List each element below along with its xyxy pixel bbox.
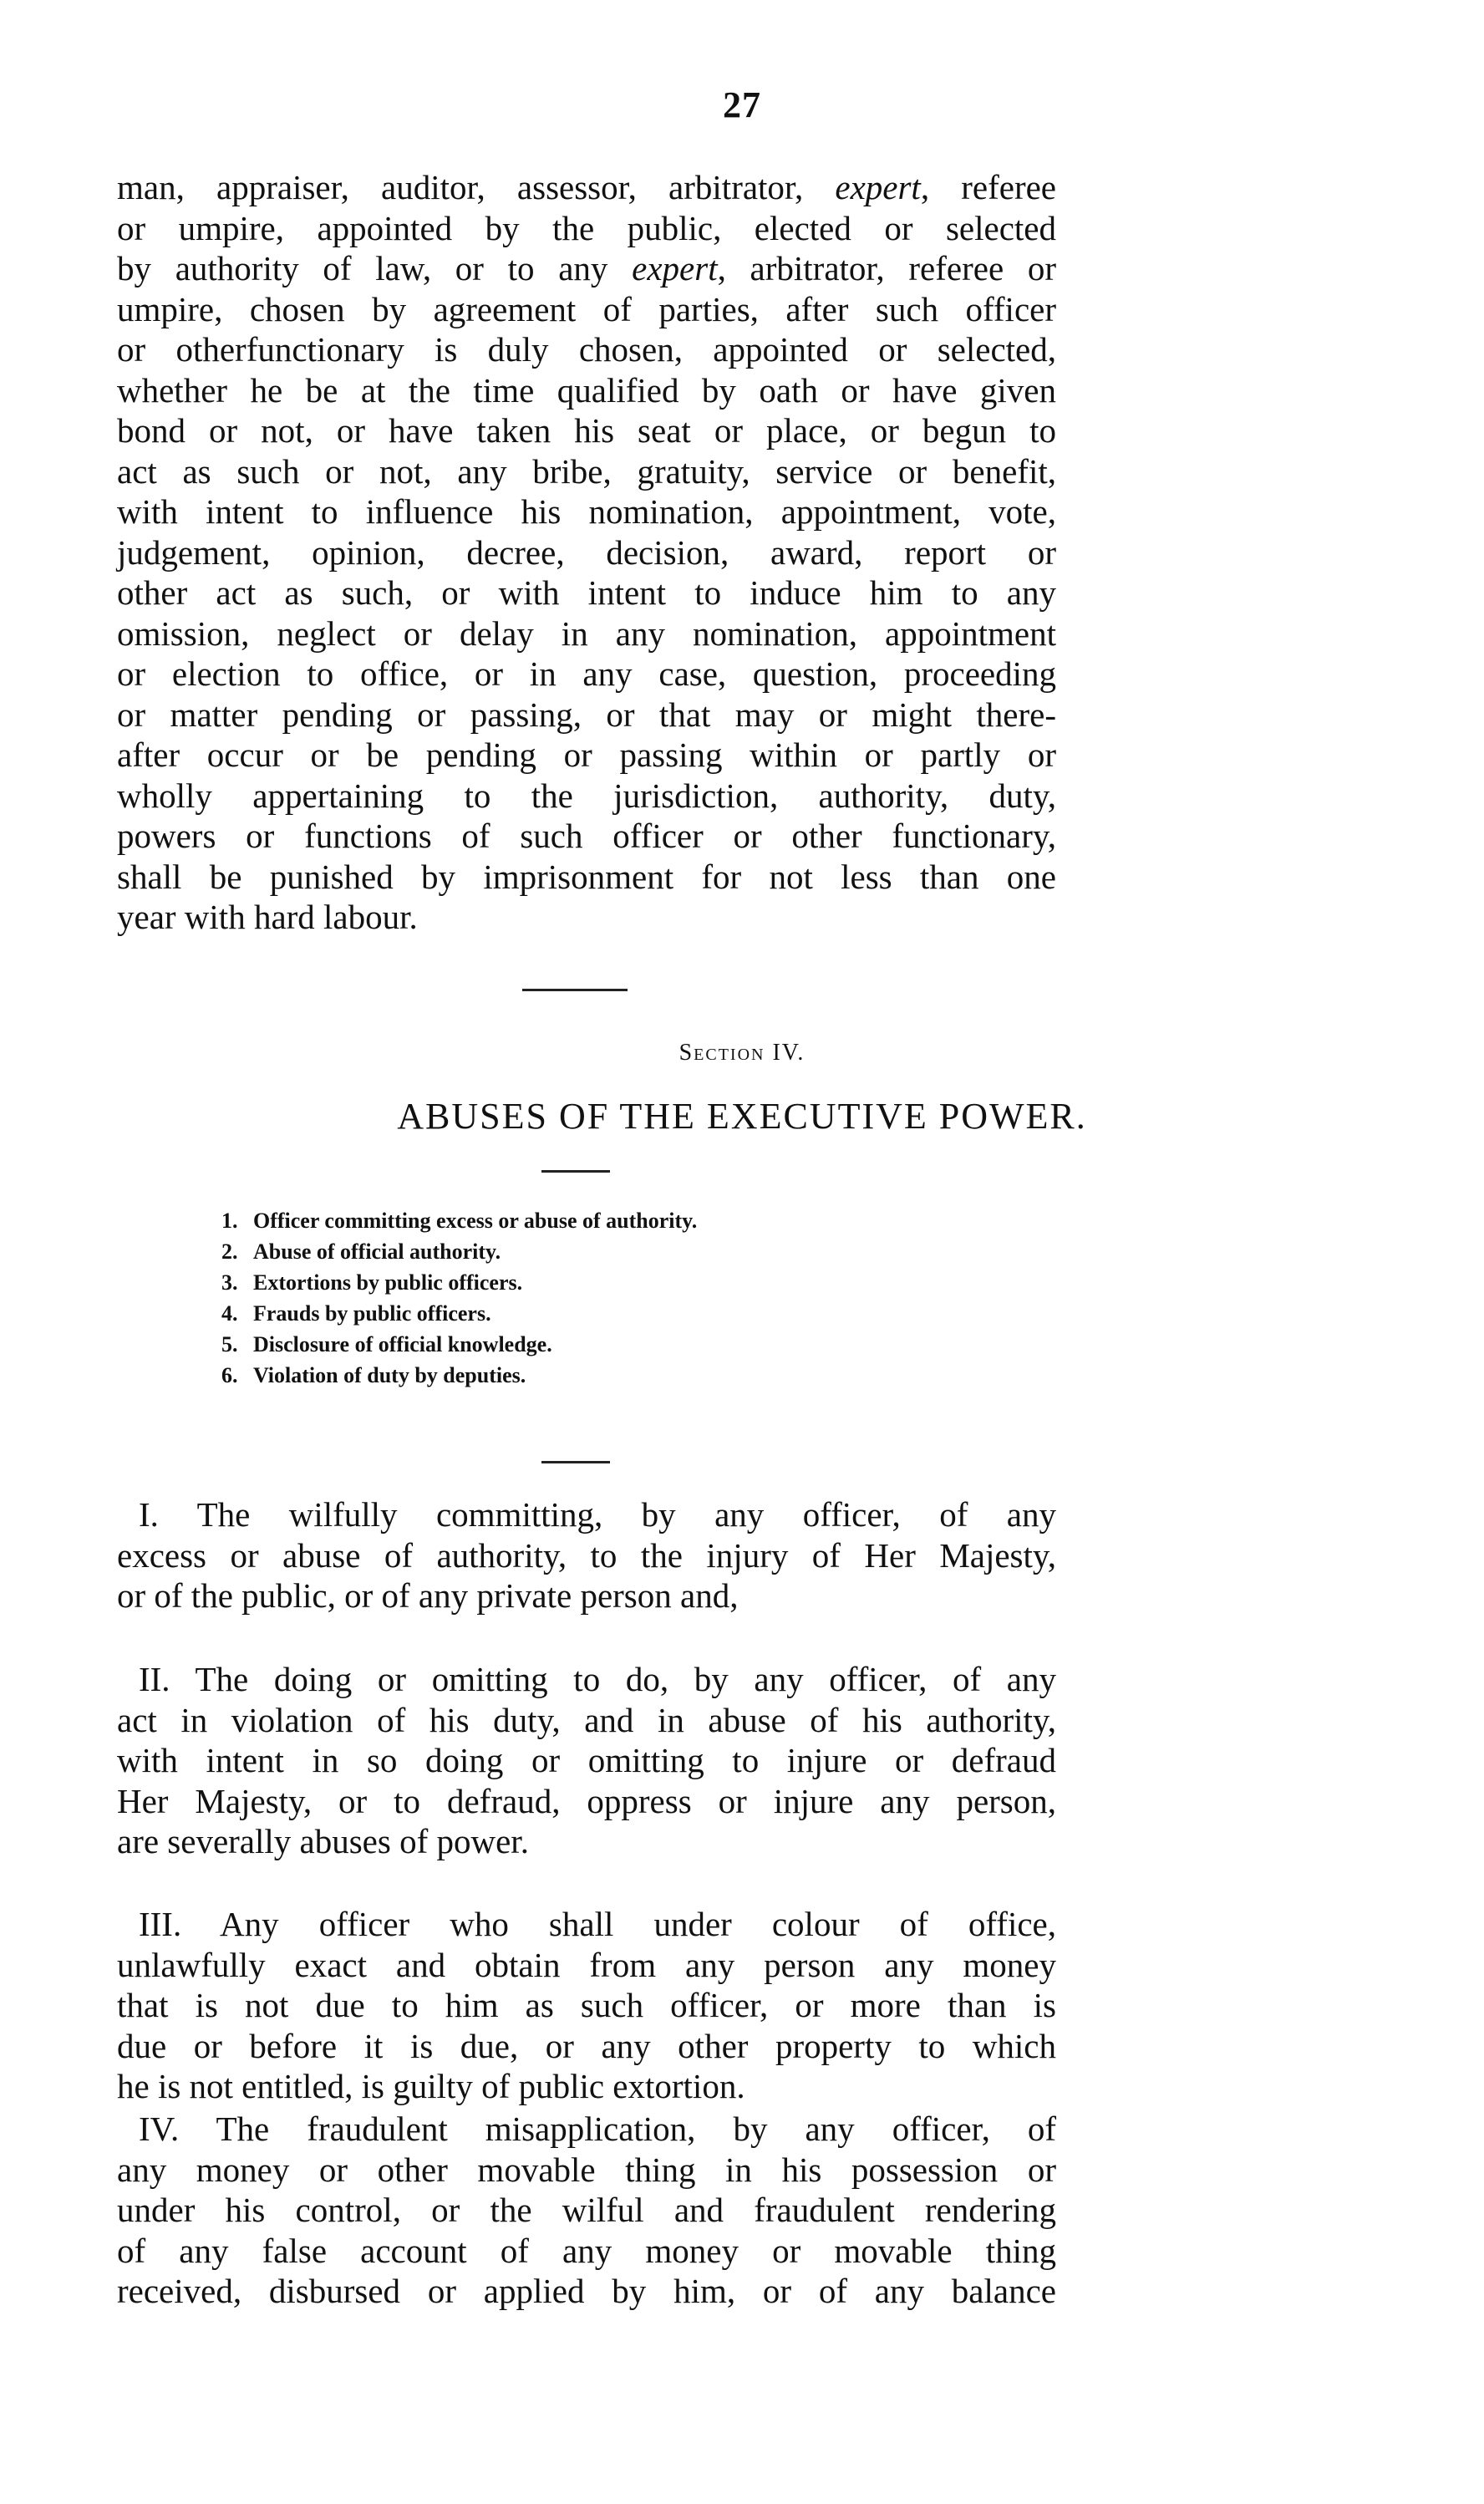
contents-item [221,1267,697,1298]
text-line: man, appraiser, auditor, assessor, arbitrator, expert, referee [117,168,1056,206]
contents-item-text: Violation of duty by deputies. [253,1363,526,1387]
section-contents [221,1205,697,1391]
text-line: with intent in so doing or omitting to injure or defraud [117,1741,1056,1779]
contents-item-number: 5. [221,1332,238,1356]
contents-item [221,1360,697,1391]
contents-item-text: Extortions by public officers. [253,1270,523,1295]
text-line: or otherfunctionary is duly chosen, appointed or selected, [117,330,1056,369]
contents-item-number: 6. [221,1363,238,1387]
paragraph-ii [117,1659,1056,1862]
text-line: I. The wilfully committing, by any officer, of any [139,1495,1056,1534]
text-line: or election to office, or in any case, question, proceeding [117,654,1056,693]
text-line: III. Any officer who shall under colour of office, [139,1905,1056,1943]
text-line: he is not entitled, is guilty of public extortion. [117,2067,745,2105]
text-line: any money or other movable thing in his possession or [117,2150,1056,2189]
text-line: act as such or not, any bribe, gratuity, service or benefit, [117,451,1056,491]
text-line: omission, neglect or delay in any nomination, appointment [117,613,1056,653]
contents-item-number: 3. [221,1270,238,1295]
paragraph-iii [117,1904,1056,2107]
text-line: year with hard labour. [117,898,418,936]
text-line: II. The doing or omitting to do, by any officer, of any [139,1660,1056,1698]
text-line: umpire, chosen by agreement of parties, after such officer [117,289,1056,328]
contents-item [221,1236,697,1267]
text-line: wholly appertaining to the jurisdiction, authority, duty, [117,776,1056,815]
text-line: due or before it is due, or any other property to which [117,2026,1056,2065]
text-line: with intent to influence his nomination, appointment, vote, [117,492,1056,531]
text-line: by authority of law, or to any expert, arbitrator, referee or [117,249,1056,288]
text-line: bond or not, or have taken his seat or place, or begun to [117,411,1056,450]
text-line: or umpire, appointed by the public, elected or selected [117,208,1056,247]
contents-item-text: Frauds by public officers. [253,1301,491,1326]
section-label: Section IV. [678,1040,806,1066]
contents-item-number: 1. [221,1209,238,1233]
section-divider [522,989,628,991]
contents-item-text: Officer committing excess or abuse of authority. [253,1209,698,1233]
text-line: of any false account of any money or movable thing [117,2231,1056,2270]
text-line: or matter pending or passing, or that may or might there- [117,695,1056,734]
text-line: excess or abuse of authority, to the injury of Her Majesty, [117,1535,1056,1575]
text-line: unlawfully exact and obtain from any person any money [117,1945,1056,1984]
emphasis: expert [632,249,718,288]
contents-divider [541,1461,610,1463]
text-line: IV. The fraudulent misapplication, by any officer, of [139,2110,1056,2148]
contents-item [221,1298,697,1329]
contents-item-number: 4. [221,1301,238,1326]
section-title: ABUSES OF THE EXECUTIVE POWER. [397,1096,1087,1137]
text-line: that is not due to him as such officer, or more than is [117,1986,1056,2024]
text-line: shall be punished by imprisonment for not less than one [117,857,1056,896]
text-line: under his control, or the wilful and fraudulent rendering [117,2191,1056,2229]
text-line: whether he be at the time qualified by oath or have given [117,370,1056,410]
paragraph-i [117,1494,1056,1616]
continued-text [117,167,1056,938]
text-line: are severally abuses of power. [117,1822,529,1860]
text-line: other act as such, or with intent to induce him to any [117,573,1056,612]
contents-item [221,1205,697,1236]
text-line: Her Majesty, or to defraud, oppress or injure any person, [117,1781,1056,1820]
contents-item-number: 2. [221,1239,238,1264]
text-line: after occur or be pending or passing within or partly or [117,735,1056,774]
page-number: 27 [723,84,761,125]
paragraph-iv [117,2109,1056,2312]
text-line: powers or functions of such officer or other functionary, [117,817,1056,855]
emphasis: expert [835,168,921,206]
text-line: received, disbursed or applied by him, or of any balance [117,2272,1056,2310]
text-line: judgement, opinion, decree, decision, award, report or [117,532,1056,572]
text-line: or of the public, or of any private person and, [117,1576,739,1615]
text-line: act in violation of his duty, and in abuse of his authority, [117,1700,1056,1739]
contents-item [221,1329,697,1360]
contents-item-text: Abuse of official authority. [253,1239,501,1264]
title-divider [541,1170,610,1173]
contents-item-text: Disclosure of official knowledge. [253,1332,552,1356]
